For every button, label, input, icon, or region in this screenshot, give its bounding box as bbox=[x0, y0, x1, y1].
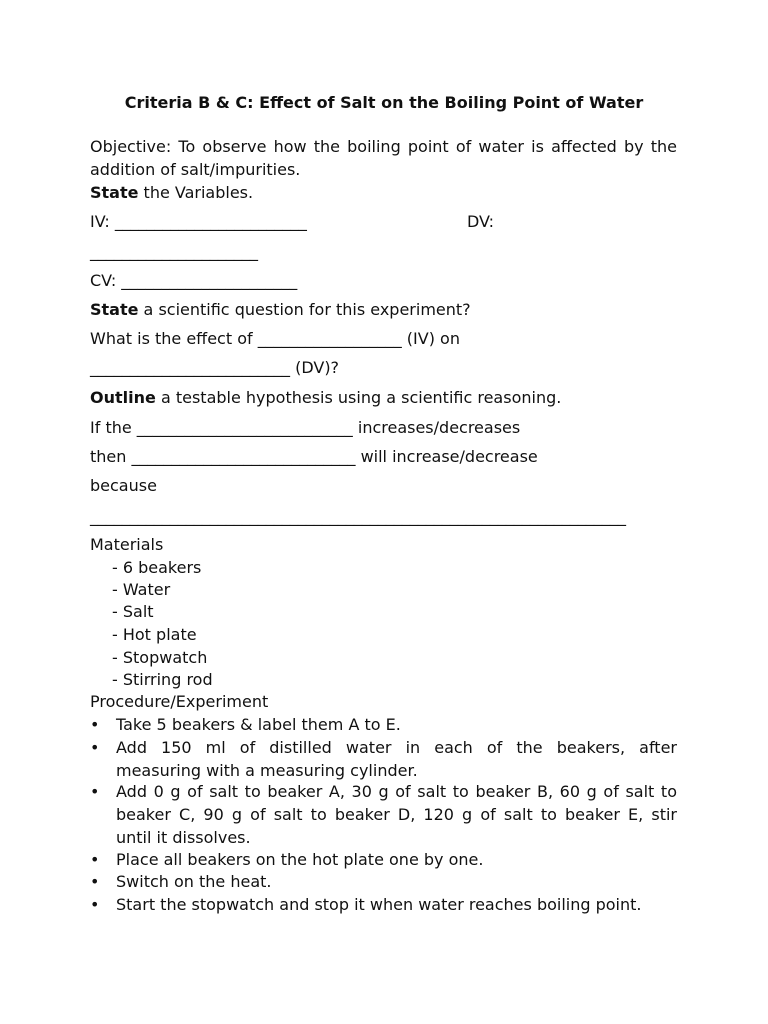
dv-blank-line: _____________________ bbox=[90, 242, 258, 261]
outline-bold: Outline bbox=[90, 388, 156, 407]
bullet-icon: • bbox=[90, 738, 100, 757]
materials-item: - 6 beakers bbox=[112, 558, 202, 577]
procedure-step-line: Start the stopwatch and stop it when water reaches boiling point. bbox=[116, 895, 642, 914]
question-line-2: _________________________ (DV)? bbox=[90, 358, 340, 377]
state-variables-bold: State bbox=[90, 183, 139, 202]
dv-label: DV: bbox=[467, 212, 495, 231]
bullet-icon: • bbox=[90, 782, 100, 801]
state-question-instruction bbox=[90, 299, 471, 322]
materials-item: - Water bbox=[112, 580, 171, 599]
procedure-step-line: beaker C, 90 g of salt to beaker D, 120 g of salt to beaker E, stir bbox=[116, 805, 677, 824]
procedure-heading: Procedure/Experiment bbox=[90, 692, 269, 711]
materials-item: - Stirring rod bbox=[112, 670, 213, 689]
document-title: Criteria B & C: Effect of Salt on the Boiling Point of Water bbox=[124, 93, 644, 112]
question-line-1: What is the effect of __________________ (IV) on bbox=[90, 329, 460, 348]
procedure-step-line: Place all beakers on the hot plate one by one. bbox=[116, 850, 484, 869]
materials-item: - Stopwatch bbox=[112, 648, 208, 667]
bullet-icon: • bbox=[90, 895, 100, 914]
procedure-step-line: Take 5 beakers & label them A to E. bbox=[116, 715, 401, 734]
state-variables-text: the Variables. bbox=[138, 183, 254, 202]
objective-line-2: addition of salt/impurities. bbox=[90, 160, 301, 179]
hypothesis-if-line: If the ___________________________ increases/decreases bbox=[90, 418, 521, 437]
outline-text: a testable hypothesis using a scientific reasoning. bbox=[155, 388, 562, 407]
procedure-step-line: until it dissolves. bbox=[116, 828, 251, 847]
materials-heading: Materials bbox=[90, 535, 164, 554]
materials-item: - Salt bbox=[112, 602, 154, 621]
objective-line-1: Objective: To observe how the boiling point of water is affected by the bbox=[90, 137, 677, 156]
hypothesis-then-line: then ____________________________ will increase/decrease bbox=[90, 447, 538, 466]
hypothesis-because: because bbox=[90, 476, 157, 495]
procedure-step-line: measuring with a measuring cylinder. bbox=[116, 761, 418, 780]
outline-instruction bbox=[90, 387, 561, 410]
bullet-icon: • bbox=[90, 850, 100, 869]
hypothesis-long-blank: ___________________________________________________________________ bbox=[90, 507, 626, 526]
procedure-step-line: Switch on the heat. bbox=[116, 872, 272, 891]
bullet-icon: • bbox=[90, 715, 100, 734]
state-variables-instruction bbox=[90, 182, 253, 205]
procedure-step-line: Add 0 g of salt to beaker A, 30 g of salt to beaker B, 60 g of salt to bbox=[116, 782, 677, 801]
state-question-text: a scientific question for this experiment? bbox=[138, 300, 471, 319]
state-question-bold: State bbox=[90, 300, 139, 319]
bullet-icon: • bbox=[90, 872, 100, 891]
cv-blank-line: CV: ______________________ bbox=[90, 271, 298, 290]
materials-item: - Hot plate bbox=[112, 625, 197, 644]
iv-blank-line: IV: ________________________ bbox=[90, 212, 307, 231]
procedure-step-line: Add 150 ml of distilled water in each of the beakers, after bbox=[116, 738, 677, 757]
